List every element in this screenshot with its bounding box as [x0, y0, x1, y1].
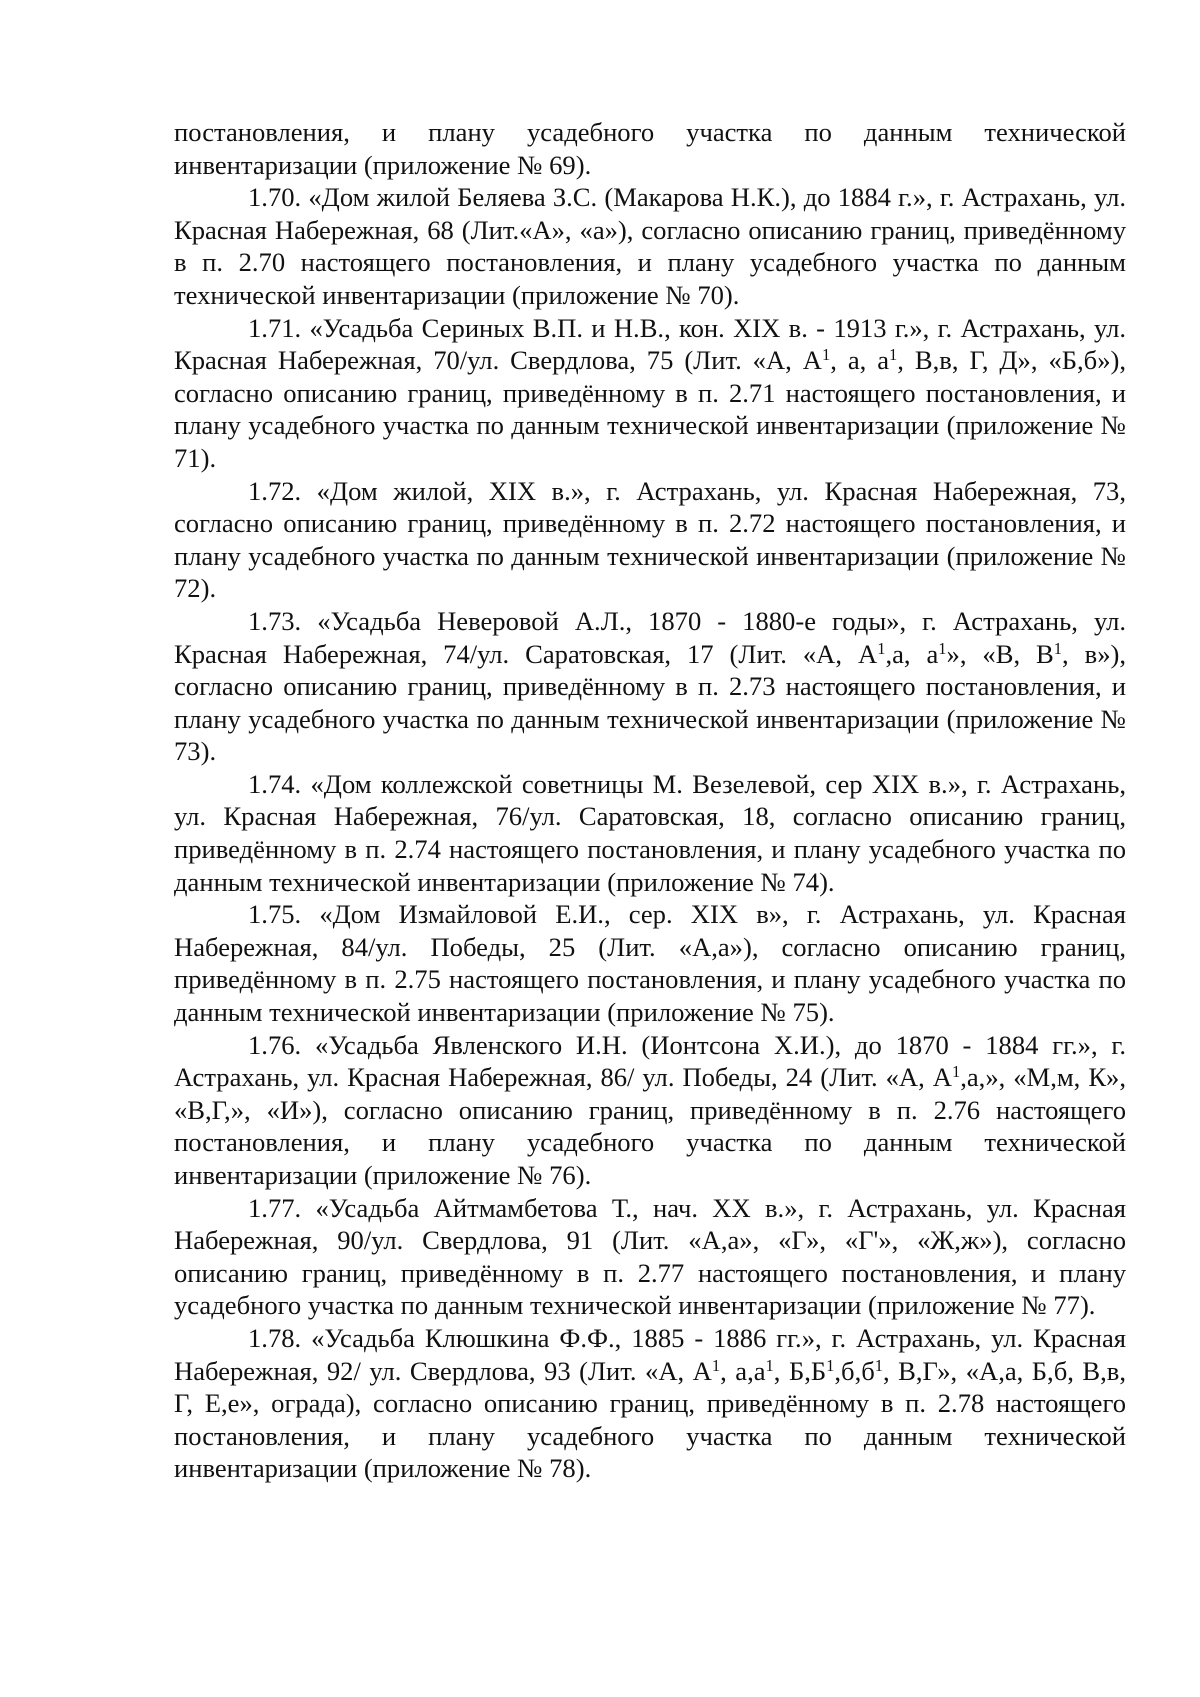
document-paragraph: [174, 1029, 1126, 1192]
superscript-mark: 1: [877, 638, 886, 658]
superscript-mark: 1: [938, 638, 947, 658]
paragraph-text: постановления, и плану усадебного участка по данным технической инвентаризации (приложение № 69).: [174, 117, 1126, 180]
superscript-mark: 1: [711, 1355, 721, 1375]
paragraph-text: », «В, В: [946, 638, 1054, 669]
paragraph-text: , в»), согласно описанию границ, приведённому в п. 2.73 настоящего постановления, и плану усадебного участка по данным технической инвентаризации (приложение № 73).: [174, 638, 1126, 767]
superscript-mark: 1: [874, 1355, 883, 1375]
paragraph-text: ,а,», «М,м, К», «В,Г,», «И»), согласно описанию границ, приведённому в п. 2.76 настоящего постановления, и плану усадебного участка по данным технической инвентаризации (приложение № 76).: [174, 1062, 1126, 1190]
paragraph-text: 1.74. «Дом коллежской советницы М. Везелевой, сер XIX в.», г. Астрахань, ул. Красная Набережная, 76/ул. Саратовская, 18, согласно описанию границ, приведённому в п. 2.74 настоящего постановления, и плану усадебного участка по данным технической инвентаризации (приложение № 74).: [174, 768, 1126, 897]
document-page: [174, 116, 1126, 1485]
document-paragraph: [174, 1322, 1126, 1485]
paragraph-text: , Б,Б: [773, 1355, 827, 1386]
paragraph-text: 1.73. «Усадьба Неверовой А.Л., 1870 - 1880-е годы», г. Астрахань, ул. Красная Набережная, 74/ул. Саратовская, 17 (Лит. «А, А: [174, 605, 1126, 669]
paragraph-text: 1.70. «Дом жилой Беляева З.С. (Макарова Н.К.), до 1884 г.», г. Астрахань, ул. Красная Набережная, 68 (Лит.«А», «а»), согласно описанию границ, приведённому в п. 2.70 настоящего постановления, и плану усадебного участка по данным технической инвентаризации (приложение № 70).: [174, 182, 1126, 310]
paragraph-text: , а,а: [720, 1355, 766, 1386]
superscript-mark: 1: [821, 345, 831, 365]
document-paragraph: [174, 1192, 1126, 1322]
document-paragraph: [174, 116, 1126, 181]
document-paragraph: [174, 312, 1126, 475]
paragraph-text: 1.71. «Усадьба Сериных В.П. и Н.В., кон. XIX в. - 1913 г.», г. Астрахань, ул. Красная Набережная, 70/ул. Свердлова, 75 (Лит. «А, А: [174, 312, 1126, 376]
superscript-mark: 1: [951, 1062, 961, 1082]
document-paragraph: [174, 768, 1126, 898]
paragraph-text: 1.77. «Усадьба Айтмамбетова Т., нач. XX в.», г. Астрахань, ул. Красная Набережная, 90/ул. Свердлова, 91 (Лит. «А,а», «Г», «Г'», «Ж,ж»), согласно описанию границ, приведённому в п. 2.77 настоящего постановления, и плану усадебного участка по данным технической инвентаризации (приложение № 77).: [174, 1192, 1126, 1321]
paragraph-text: , В,в, Г, Д», «Б,б»), согласно описанию границ, приведённому в п. 2.71 настоящего постановления, и плану усадебного участка по данным технической инвентаризации (приложение № 71).: [174, 345, 1126, 473]
superscript-mark: 1: [1053, 638, 1063, 658]
paragraph-text: ,б,б: [834, 1355, 875, 1386]
document-paragraph: [174, 475, 1126, 605]
superscript-mark: 1: [826, 1355, 835, 1375]
document-paragraph: [174, 181, 1126, 311]
document-paragraph: [174, 605, 1126, 768]
paragraph-text: ,а, а: [885, 638, 939, 669]
superscript-mark: 1: [765, 1355, 774, 1375]
superscript-mark: 1: [889, 345, 898, 365]
paragraph-text: 1.72. «Дом жилой, XIX в.», г. Астрахань, ул. Красная Набережная, 73, согласно описанию границ, приведённому в п. 2.72 настоящего постановления, и плану усадебного участка по данным технической инвентаризации (приложение № 72).: [174, 475, 1126, 604]
paragraph-text: , а, а: [830, 345, 890, 376]
paragraph-text: 1.75. «Дом Измайловой Е.И., сер. XIX в», г. Астрахань, ул. Красная Набережная, 84/ул. Победы, 25 (Лит. «А,а»), согласно описанию границ, приведённому в п. 2.75 настоящего постановления, и плану усадебного участка по данным технической инвентаризации (приложение № 75).: [174, 899, 1126, 1028]
paragraph-text: 1.78. «Усадьба Клюшкина Ф.Ф., 1885 - 1886 гг.», г. Астрахань, ул. Красная Набережная, 92/ ул. Свердлова, 93 (Лит. «А, А: [174, 1322, 1126, 1386]
document-paragraph: [174, 898, 1126, 1028]
paragraph-text: , В,Г», «А,а, Б,б, В,в, Г, Е,е», ограда), согласно описанию границ, приведённому в п. 2.78 настоящего постановления, и плану усадебного участка по данным технической инвентаризации (приложение № 78).: [174, 1355, 1126, 1484]
paragraph-text: 1.76. «Усадьба Явленского И.Н. (Ионтсона Х.И.), до 1870 - 1884 гг.», г. Астрахань, ул. Красная Набережная, 86/ ул. Победы, 24 (Лит. «А, А: [174, 1029, 1126, 1093]
